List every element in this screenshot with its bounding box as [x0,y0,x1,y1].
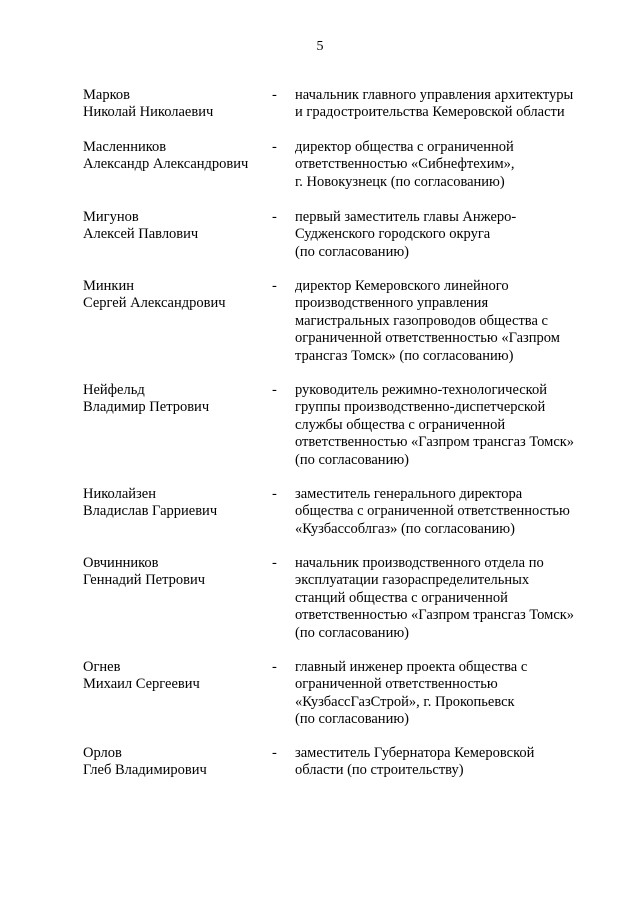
position-description [295,209,595,261]
role-line: первый заместитель главы Анжеро- [295,209,517,225]
person-name [83,209,263,244]
separator-dash: - [272,278,277,294]
person-name [83,139,263,174]
surname: Масленников [83,139,167,155]
person-name [83,486,263,521]
position-description [295,745,595,780]
position-description [295,139,595,191]
role-line: руководитель режимно-технологической [295,382,547,398]
role-line: ответственностью «Газпром трансгаз Томск» [295,434,575,451]
role-line: станций общества с ограниченной [295,589,508,606]
position-description [295,382,595,469]
role-line: начальник производственного отдела по [295,555,544,571]
role-line: главный инженер проекта общества с [295,659,528,675]
role-line: (по согласованию) [295,243,409,260]
surname: Николайзен [83,486,156,502]
given-names: Александр Александрович [83,156,249,173]
role-line: заместитель генерального директора [295,486,523,502]
role-line: ответственностью «Газпром трансгаз Томск» [295,607,575,624]
separator-dash: - [272,745,277,761]
person-name [83,555,263,590]
surname: Марков [83,87,130,103]
separator-dash: - [272,555,277,571]
role-line: заместитель Губернатора Кемеровской [295,745,535,761]
given-names: Владимир Петрович [83,399,210,416]
role-line: начальник главного управления архитектуры [295,87,574,103]
surname: Овчинников [83,555,159,571]
separator-dash: - [272,209,277,225]
role-line: и градостроительства Кемеровской области [295,104,565,121]
position-description [295,278,595,365]
person-name [83,87,263,122]
role-line: (по согласованию) [295,624,409,641]
person-name [83,659,263,694]
position-description [295,659,595,729]
role-line: (по согласованию) [295,711,409,728]
role-line: Судженского городского округа [295,226,491,243]
role-line: эксплуатации газораспределительных [295,572,530,589]
position-description [295,486,595,538]
position-description [295,87,595,122]
role-line: производственного управления [295,295,489,312]
given-names: Сергей Александрович [83,295,226,312]
separator-dash: - [272,87,277,103]
surname: Огнев [83,659,121,675]
given-names: Михаил Сергеевич [83,676,200,693]
role-line: ответственностью «Сибнефтехим», [295,156,515,173]
given-names: Николай Николаевич [83,104,214,121]
role-line: группы производственно-диспетчерской [295,399,546,416]
role-line: общества с ограниченной ответственностью [295,503,570,520]
separator-dash: - [272,382,277,398]
separator-dash: - [272,486,277,502]
given-names: Глеб Владимирович [83,762,207,779]
surname: Орлов [83,745,122,761]
role-line: (по согласованию) [295,451,409,468]
page-number: 5 [316,39,324,54]
role-line: «Кузбассоблгаз» (по согласованию) [295,520,515,537]
given-names: Геннадий Петрович [83,572,206,589]
person-name [83,745,263,780]
role-line: директор общества с ограниченной [295,139,514,155]
role-line: трансгаз Томск» (по согласованию) [295,347,514,364]
position-description [295,555,595,642]
role-line: ограниченной ответственностью [295,676,498,693]
person-name [83,382,263,417]
role-line: магистральных газопроводов общества с [295,312,548,329]
surname: Минкин [83,278,134,294]
role-line: г. Новокузнецк (по согласованию) [295,173,505,190]
role-line: «КузбассГазСтрой», г. Прокопьевск [295,693,515,710]
separator-dash: - [272,659,277,675]
role-line: службы общества с ограниченной [295,416,506,433]
role-line: директор Кемеровского линейного [295,278,509,294]
person-name [83,278,263,313]
role-line: области (по строительству) [295,762,464,779]
separator-dash: - [272,139,277,155]
surname: Мигунов [83,209,139,225]
role-line: ограниченной ответственностью «Газпром [295,330,560,347]
surname: Нейфельд [83,382,145,398]
given-names: Алексей Павлович [83,226,199,243]
given-names: Владислав Гарриевич [83,503,218,520]
